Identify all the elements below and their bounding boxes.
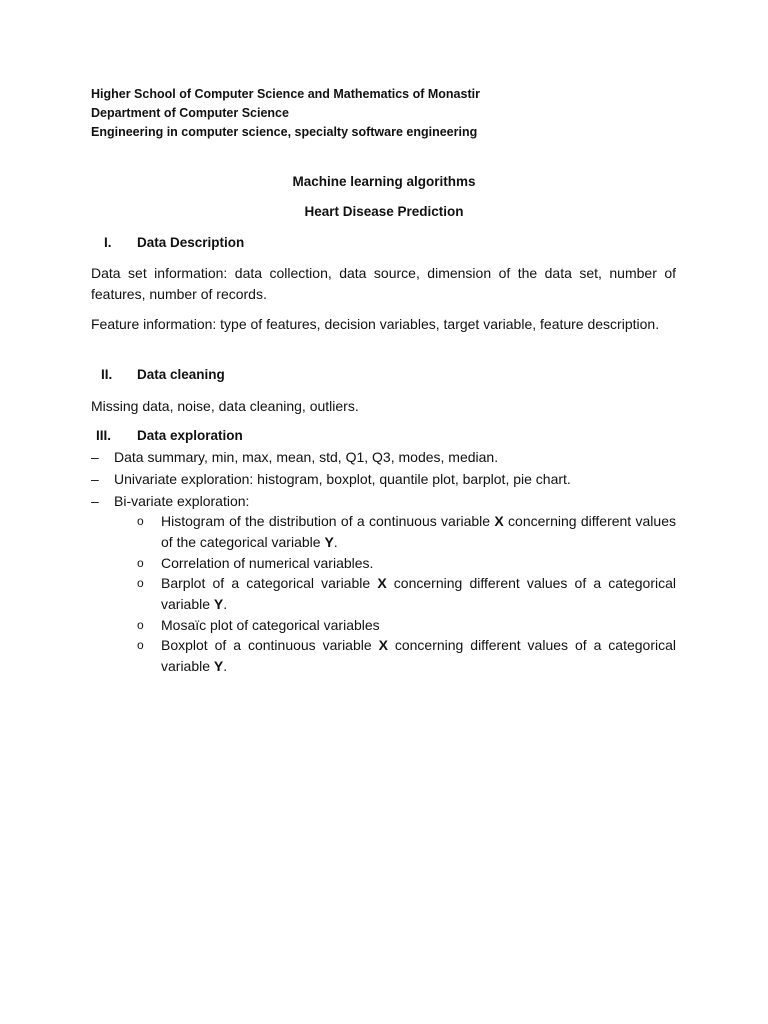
section-label: Data exploration bbox=[137, 428, 243, 443]
sub-list-item-text: Mosaïc plot of categorical variables bbox=[161, 617, 380, 633]
project-title: Heart Disease Prediction bbox=[304, 204, 464, 219]
sub-list-item-text: Barplot of a categorical variable X concerning different values of a categorical variable Y. bbox=[161, 575, 677, 612]
section-number: II. bbox=[101, 367, 113, 382]
data-set-information-paragraph: Data set information: data collection, data source, dimension of the data set, number of features, number of records. bbox=[91, 265, 676, 302]
section-label: Data Description bbox=[137, 235, 245, 250]
course-title: Machine learning algorithms bbox=[292, 174, 476, 189]
department-name: Department of Computer Science bbox=[91, 106, 289, 120]
program-name: Engineering in computer science, specialty software engineering bbox=[91, 125, 478, 139]
institution-header bbox=[91, 85, 691, 142]
sub-list-item bbox=[137, 615, 676, 636]
dash-marker: – bbox=[91, 471, 99, 487]
list-item-text: Univariate exploration: histogram, boxplot, quantile plot, barplot, pie chart. bbox=[114, 471, 571, 487]
section-number: I. bbox=[104, 235, 112, 250]
sub-list-item bbox=[137, 635, 676, 676]
list-item-text: Bi-variate exploration: bbox=[114, 493, 250, 509]
sub-list-item bbox=[137, 573, 676, 614]
circle-bullet-icon: o bbox=[137, 576, 144, 590]
sub-list-item bbox=[137, 511, 676, 552]
section-number: III. bbox=[96, 428, 112, 443]
circle-bullet-icon: o bbox=[137, 514, 144, 528]
circle-bullet-icon: o bbox=[137, 618, 144, 632]
circle-bullet-icon: o bbox=[137, 556, 144, 570]
data-cleaning-paragraph: Missing data, noise, data cleaning, outliers. bbox=[91, 398, 359, 414]
circle-bullet-icon: o bbox=[137, 638, 144, 652]
sub-list-item-text: Boxplot of a continuous variable X concerning different values of a categorical variable Y. bbox=[161, 637, 676, 674]
dash-marker: – bbox=[91, 493, 99, 509]
dash-marker: – bbox=[91, 449, 99, 465]
school-name: Higher School of Computer Science and Mathematics of Monastir bbox=[91, 87, 480, 101]
sub-list-item-text: Histogram of the distribution of a continuous variable X concerning different values of the categorical variable Y. bbox=[161, 513, 676, 550]
list-item-text: Data summary, min, max, mean, std, Q1, Q3, modes, median. bbox=[114, 449, 499, 465]
sub-list-item bbox=[137, 553, 676, 574]
feature-information-paragraph: Feature information: type of features, decision variables, target variable, feature description. bbox=[91, 316, 660, 332]
sub-list-item-text: Correlation of numerical variables. bbox=[161, 555, 374, 571]
section-label: Data cleaning bbox=[137, 367, 225, 382]
